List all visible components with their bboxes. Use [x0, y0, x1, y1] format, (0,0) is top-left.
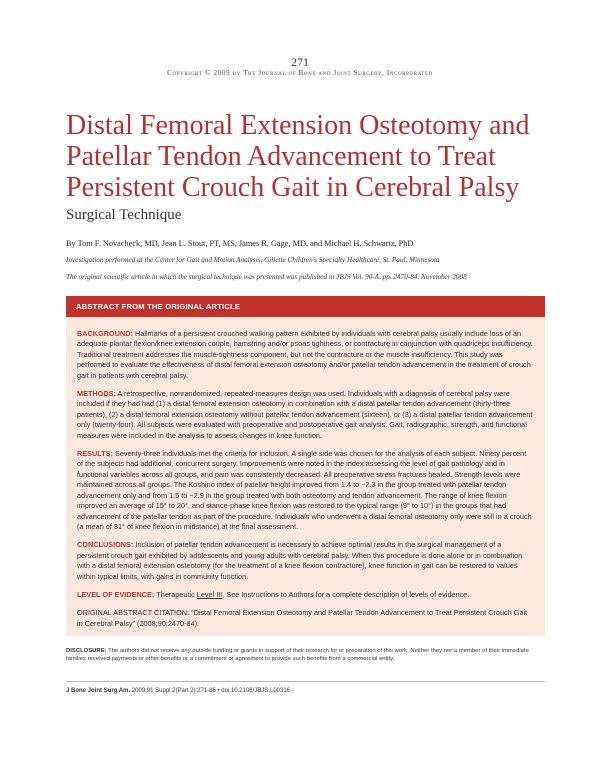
- abstract-citation: [77, 608, 534, 629]
- copyright-line: Copyright © 2009 by The Journal of Bone and Joint Surgery, Incorporated: [167, 69, 433, 77]
- background-text: Hallmarks of a persistent crouched walking pattern exhibited by individuals with cerebral palsy usually include loss of an adequate plantar flexion/knee extension couple, hamstring and/or psoas tightness, or contracture in conjunction with quadriceps insufficiency. Traditional treatment addresses the muscle-tightness component, but not the contracture or the muscle insufficiency. This study was performed to evaluate the effectiveness of distal femoral extension osteotomy and/or patellar tendon advancement in the treatment of crouch gait in patients with cerebral palsy.: [77, 329, 533, 380]
- citation-details: 2009;91 Suppl 2(Part 2):271-86 • doi:10.2106/JBJS.I.00316: [130, 688, 291, 694]
- conclusions-text: Inclusion of patellar tendon advancement is necessary to achieve optimal results in the surgical management of a persistent crouch gait exhibited by adolescents and young adults with cerebral palsy. When this procedure is done alone or in combination with a distal femoral extension osteotomy (for the treatment of a knee flexion contracture), knee function in gait can be restored to values within typical limits, with gains in community function.: [77, 540, 523, 581]
- title-line-2: Patellar Tendon Advancement to Treat: [66, 141, 496, 172]
- article-title: [66, 110, 546, 203]
- abstract-results: [77, 449, 534, 532]
- background-label: BACKGROUND:: [77, 329, 133, 338]
- level-text-before: Therapeutic: [154, 589, 197, 599]
- level-text-after: . See Instructions to Authors for a complete description of levels of evidence.: [222, 589, 470, 599]
- methods-text: A retrospective, nonrandomized, repeated-measures design was used. Individuals with a diagnosis of cerebral palsy were included if they had had (1) a distal femoral extension osteotomy in combination with a distal patellar tendon advancement (thirty-three patients), (2) a distal femoral extension osteotomy without patellar tendon advancement (sixteen), or (3) a distal patellar tendon advancement only (twenty-four). All subjects were evaluated with preoperative and postoperative gait analysis. Gait, radiographic, strength, and functional measures were included in the analysis to assess changes in knee function.: [77, 389, 533, 440]
- abstract-methods: [77, 389, 534, 441]
- results-label: RESULTS:: [77, 449, 113, 459]
- title-line-1: Distal Femoral Extension Osteotomy and: [66, 110, 530, 141]
- journal-abbrev: J Bone Joint Surg Am.: [66, 688, 131, 694]
- disclosure-note: [66, 647, 545, 663]
- abstract-body: [66, 317, 545, 629]
- disclosure-label: DISCLOSURE:: [66, 648, 107, 654]
- citation-text: “Distal Femoral Extension Osteotomy and Patellar Tendon Advancement to Treat Persistent Crouch Gait in Cerebral Palsy” (2008;90:2470-84).: [77, 608, 528, 628]
- methods-label: METHODS:: [77, 389, 116, 399]
- author-list: By Tom F. Novacheck, MD, Jean L. Stout, PT, MS, James R. Gage, MD, and Michael H. Schwartz, PhD: [66, 239, 414, 248]
- abstract-conclusions: [77, 540, 534, 582]
- abstract-header: ABSTRACT FROM THE ORIGINAL ARTICLE: [66, 296, 545, 317]
- level-iii-link[interactable]: Level III: [196, 589, 223, 599]
- affiliation-note: Investigation performed at the Center for Gait and Motion Analysis, Gillette Children's Specialty Healthcare, St. Paul, Minnesota: [66, 256, 440, 264]
- abstract-level-of-evidence: [77, 590, 534, 600]
- title-line-3: Persistent Crouch Gait in Cerebral Palsy: [66, 172, 520, 203]
- disclosure-text: The authors did not receive any outside funding or grants in support of their research for or preparation of this work. Neither they nor a member of their immediate families received payments or other benefits or a commitment or agreement to provide such benefits from a commercial entity.: [66, 648, 529, 662]
- abstract-box: [66, 296, 545, 636]
- results-text: Seventy-three individuals met the criteria for inclusion. A single side was chosen for the analysis of each subject. Ninety percent of the subjects had additional, concurrent surgery. Improvements were noted in the index assessing the level of gait pathology and in functional variables across all groups, and pain was consistently decreased. All preoperative stress fractures healed. Strength levels were maintained across all groups. The Koshino index of patellar height improved from 1.4 to −2.3 in the group treated with patellar tendon advancement only and from 1.5 to −2.9 in the group treated with both osteotomy and tendon advancement. The range of knee flexion improved an average of 15° to 20°, and stance-phase knee flexion was restored to the typical range (9° to 10°) in the groups that had advancement of the patellar tendon as part of the procedure. Individuals who underwent a distal femoral osteotomy only were still in a crouch (a mean of 31° of knee flexion in midstance) at the final assessment.: [77, 449, 532, 531]
- article-subtitle: Surgical Technique: [66, 207, 182, 223]
- abstract-background: [77, 329, 534, 381]
- original-article-note: The original scientific article in which the surgical technique was presented was published in JBJS Vol. 90-A, pp. 2470-84, November 2008: [66, 273, 467, 281]
- level-of-evidence-label: LEVEL OF EVIDENCE:: [77, 589, 155, 599]
- page-number: 271: [291, 55, 309, 69]
- footer-divider: [66, 681, 545, 682]
- citation-label: ORIGINAL ABSTRACT CITATION:: [77, 608, 190, 618]
- conclusions-label: CONCLUSIONS:: [77, 540, 134, 550]
- footer-citation: [66, 688, 545, 694]
